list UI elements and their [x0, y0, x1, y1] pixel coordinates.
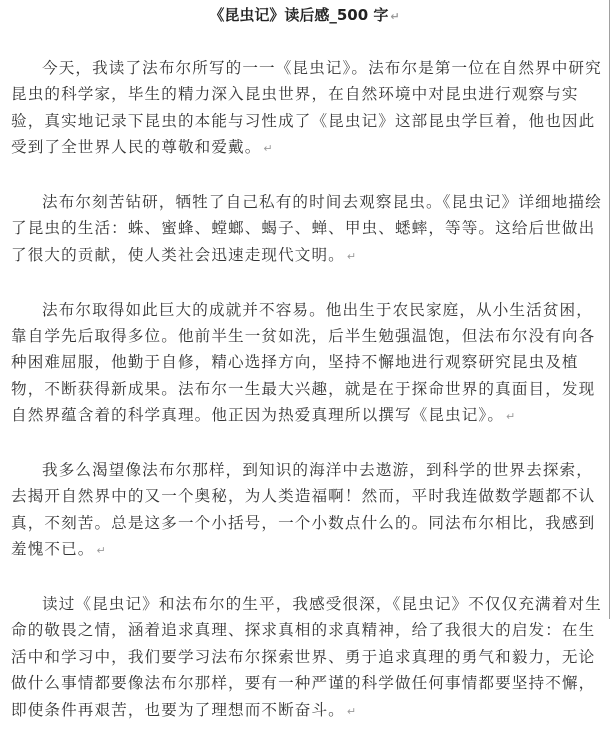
document-body: [11, 55, 609, 751]
page-right-border: [609, 0, 610, 619]
title-text: 《昆虫记》读后感_500 字: [209, 6, 389, 24]
paragraph-text: 法布尔取得如此巨大的成就并不容易。他出生于农民家庭，从小生活贫困，靠自学先后取得多位。他前半生一贫如洗，后半生勉强温饱，但法布尔没有向各种困难屈服，他勤于自修，精心选择方向，坚持不懈地进行观察研究昆虫及植物，不断获得新成果。法布尔一生最大兴趣，就是在于探命世界的真面目，发现自然界蕴含着的科学真理。他正因为热爱真理所以撰写《昆虫记》。: [11, 300, 596, 425]
paragraph-text: 我多么渴望像法布尔那样，到知识的海洋中去遨游，到科学的世界去探索，去揭开自然界中的又一个奥秘，为人类造福啊！然而，平时我连做数学题都不认真，不刻苦。总是这多一个小括号，一个小数点什么的。同法布尔相比，我感到羞愧不已。: [11, 461, 596, 559]
paragraph-5: [11, 591, 609, 725]
paragraph-mark-icon: ↵: [346, 704, 357, 718]
document-title: [0, 3, 609, 29]
paragraph-mark-icon: ↵: [346, 249, 357, 263]
paragraph-mark-icon: ↵: [96, 544, 106, 558]
paragraph-4: [11, 457, 609, 565]
paragraph-text: 读过《昆虫记》和法布尔的生平，我感受很深，《昆虫记》不仅仅充满着对生命的敬畏之情，涵着追求真理、探求真相的求真精神，给了我很大的启发：在生活中和学习中，我们要学习法布尔探索世界、勇于追求真理的勇气和毅力，无论做什么事情都要像法布尔那样，要有一种严谨的科学做任何事情都要坚持不懈，即使条件再艰苦，也要为了理想而不断奋斗。: [11, 595, 602, 719]
paragraph-1: [11, 55, 609, 163]
paragraph-text: 法布尔刻苦钻研，牺牲了自己私有的时间去观察昆虫。《昆虫记》详细地描绘了昆虫的生活：蛛、蜜蜂、螳螂、蝎子、蝉、甲虫、蟋蟀，等等。这给后世做出了很大的贡献，使人类社会迅速走现代文明。: [11, 193, 602, 264]
paragraph-mark-icon: ↵: [506, 410, 516, 424]
paragraph-3: [11, 297, 609, 431]
paragraph-mark-icon: ↵: [263, 142, 273, 156]
paragraph-mark-icon: ↵: [390, 10, 400, 23]
paragraph-text: 今天，我读了法布尔所写的一一《昆虫记》。法布尔是第一位在自然界中研究昆虫的科学家，毕生的精力深入昆虫世界，在自然环境中对昆虫进行观察与实验，真实地记录下昆虫的本能与习性成了《昆虫记》这部昆虫学巨着，他也因此受到了全世界人民的尊敬和爱戴。: [11, 59, 602, 157]
paragraph-2: [11, 189, 609, 270]
